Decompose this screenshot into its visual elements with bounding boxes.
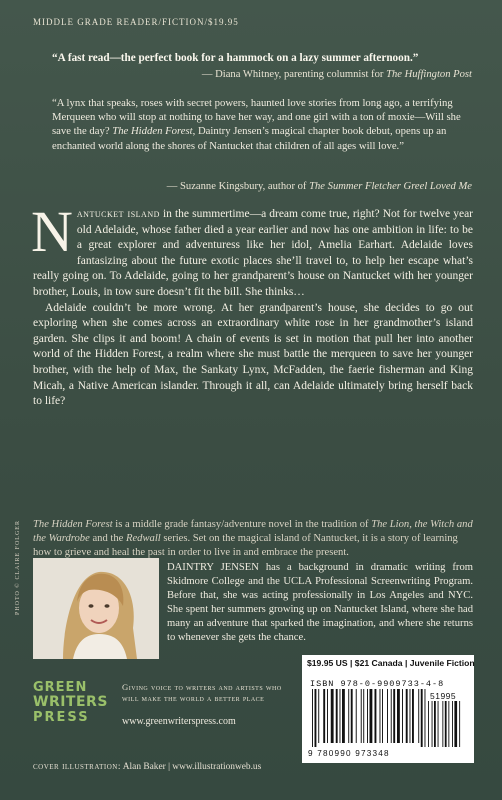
book-synopsis	[31, 199, 474, 410]
pitch-text: and the	[89, 533, 126, 545]
barcode-bar	[410, 689, 411, 743]
author-photo	[33, 558, 159, 659]
isbn-text: ISBN 978-0-9909733-4-8	[310, 679, 445, 689]
book-pitch	[33, 518, 473, 561]
lead-in: antucket island	[76, 208, 160, 220]
logo-line-press: PRESS	[33, 710, 90, 725]
category-price-header: MIDDLE GRADE READER/FICTION/$19.95	[33, 17, 239, 27]
barcode-bar	[391, 689, 392, 743]
barcode-addon-bar	[442, 701, 443, 747]
barcode-bar	[363, 689, 364, 743]
barcode-bar	[348, 689, 349, 743]
barcode-panel	[302, 655, 474, 763]
publisher-url[interactable]: www.greenwriterspress.com	[122, 716, 236, 727]
review-quote-2-text-end: , Daintry Jensen’s magical chapter book debut, opens up an enchanted world along the shores of Nantucket that children of all ages will love.”	[52, 125, 447, 152]
cover-credit-label: cover illustration:	[33, 762, 121, 772]
barcode-addon-bar	[452, 701, 453, 747]
barcode-bar	[382, 689, 383, 743]
barcode-bar	[370, 689, 373, 743]
logo-line-writers: WRITERS	[33, 694, 108, 710]
barcode-bar	[323, 689, 325, 743]
review-quote-2-attribution	[167, 181, 472, 192]
barcode-bar	[340, 689, 341, 743]
barcode-bar	[336, 689, 338, 743]
barcode-bar	[331, 689, 334, 743]
barcode-addon-bar	[434, 701, 436, 747]
barcode-digits: 9 780990 973348	[308, 749, 390, 758]
logo-line-green: GREEN	[33, 680, 88, 695]
barcode-addon-bar	[438, 701, 439, 747]
photo-credit: PHOTO © CLAIRE FOLGER	[15, 520, 21, 615]
barcode-bar	[387, 689, 388, 743]
barcode-addon-bar	[428, 701, 429, 747]
barcode-addon-bar	[454, 701, 457, 747]
barcode-bar	[342, 689, 345, 743]
publisher-tagline: Giving voice to writers and artists who will make the world a better place	[122, 682, 282, 704]
price-line: $19.95 US | $21 Canada | Juvenile Fiction	[307, 658, 475, 668]
pitch-text-end: series. Set on the magical island of Nantucket, it is a story of learning how to grieve and heal the past in order to live in and embrace the present.	[33, 533, 458, 559]
author-portrait-illustration	[33, 558, 159, 659]
barcode-bar	[367, 689, 368, 743]
barcode-addon-bar	[459, 701, 460, 747]
price-code: 51995	[430, 691, 457, 701]
barcode-bar	[418, 689, 419, 743]
pitch-text: is a middle grade fantasy/adventure novel in the tradition of	[112, 519, 372, 530]
synopsis-paragraph-1	[31, 199, 474, 301]
barcode-bar	[380, 689, 381, 743]
synopsis-paragraph-2: Adelaide couldn’t be more wrong. At her grandparent’s house, she decides to go out exploring when she comes across an extraordinary white rose in her grandmother’s island garden. She clips it and boom! A chain of events is set in motion that pull her into another world of the Hidden Forest, a realm where she must battle the merqueen to save her younger brother, with the help of Max, the Sankaty Lynx, McFadden, the faerie fisherman and King Micah, a Native American islander. Through it all, can Adelaide ultimately bring herself back to life?	[33, 301, 473, 408]
barcode-bar	[315, 689, 317, 747]
cover-credit-text: Alan Baker | www.illustrationweb.us	[120, 762, 262, 772]
pitch-comparison-title-2: Redwall	[125, 533, 161, 545]
barcode-bar	[412, 689, 414, 743]
barcode-bar	[406, 689, 408, 743]
attribution-book-title: The Summer Fletcher Greel Loved Me	[309, 181, 472, 192]
barcode-bar	[312, 689, 313, 747]
barcode-addon-bar	[432, 701, 433, 747]
synopsis-text: in the summertime—a dream come true, right? Not for twelve year old Adelaide, whose father died a year earlier and now has one ambition in life: to be a great explorer and adventuress like her idol, Amelia Earhart. Adelaide loves fantasizing about the future exotic places she’ll travel to, to help her escape what’s really going on. To Adelaide, going to her grandparent’s house on Nantucket with her younger brother, Louis, in tow sure doesn’t fit the bill. She thinks…	[33, 208, 474, 298]
review-quote-1	[52, 51, 472, 65]
publisher-logo	[33, 680, 113, 725]
barcode-bar	[318, 689, 319, 743]
attribution-publication: The Huffington Post	[386, 69, 472, 80]
barcode-bar	[425, 689, 426, 747]
barcode-bar	[361, 689, 362, 743]
quote-book-title: The Hidden Forest	[112, 125, 193, 138]
barcode-icon	[310, 689, 468, 747]
attribution-text: — Suzanne Kingsbury, author of	[166, 181, 310, 192]
barcode-bar	[327, 689, 328, 743]
barcode-bar	[356, 689, 357, 743]
barcode-bar	[375, 689, 377, 743]
barcode-addon-bar	[448, 701, 449, 747]
barcode-bar	[421, 689, 423, 747]
pitch-book-title: The Hidden Forest	[33, 519, 113, 530]
pitch-comparison-title: The Lion, the Witch and the Wardrobe	[33, 519, 473, 545]
author-bio: DAINTRY JENSEN has a background in dramatic writing from Skidmore College and the UCLA Professional Screenwriting Program. Before that, she was acting professionally in Los Angeles and NYC. She spent her summers growing up on Nantucket Island, where she had many an adventure that sparked the imagination, and where she returns to whenever she gets the chance.	[167, 562, 473, 644]
review-quote-1-attribution	[202, 69, 472, 80]
review-quote-2-text: “A lynx that speaks, roses with secret powers, haunted love stories from long ago, a terrifying Merqueen who will stop at nothing to have her way, and one girl with a ton of moxie—Will she save the day?	[52, 97, 461, 138]
barcode-addon-bar	[445, 701, 447, 747]
barcode-bar	[397, 689, 400, 743]
barcode-bar	[393, 689, 395, 743]
attribution-text: — Diana Whitney, parenting columnist for	[201, 69, 387, 80]
barcode-bar	[402, 689, 403, 743]
barcode-bar	[351, 689, 353, 743]
cover-illustration-credit	[33, 762, 261, 772]
review-quote-2	[52, 96, 474, 153]
drop-cap: N	[31, 199, 73, 264]
review-quote-1-text: “A fast read—the perfect book for a hammock on a lazy summer afternoon.”	[52, 52, 419, 64]
